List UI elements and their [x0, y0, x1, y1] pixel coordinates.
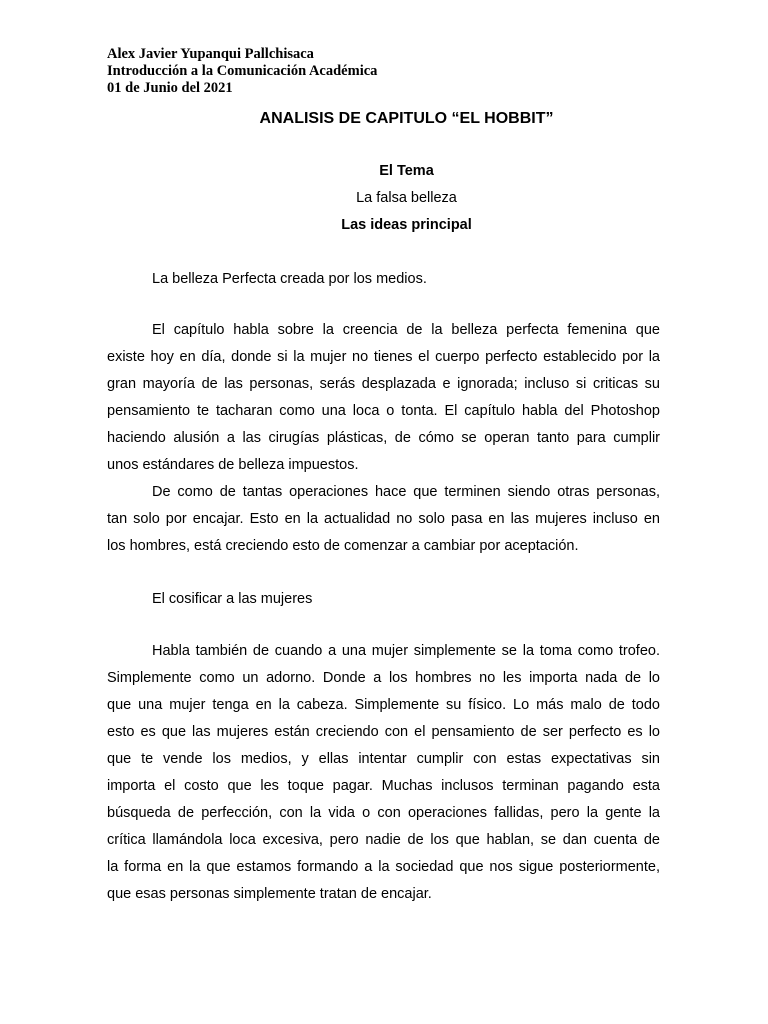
- paragraph-line: haciendo alusión a las cirugías plásticas, de cómo se operan tanto para cumplir: [107, 430, 660, 446]
- paragraph-line: crítica llamándola loca excesiva, pero nadie de los que hablan, se dan cuenta de: [107, 832, 660, 848]
- paragraph-line: De como de tantas operaciones hace que terminen siendo otras personas,: [152, 484, 660, 500]
- paragraph-line: que te vende los medios, y ellas intentar cumplir con estas expectativas sin: [107, 751, 660, 767]
- paragraph-line: esto es que las mujeres están creciendo con el pensamiento de ser perfecto es lo: [107, 724, 660, 740]
- theme-text: La falsa belleza: [356, 190, 457, 206]
- paragraph-line: Simplemente como un adorno. Donde a los hombres no les importa nada de lo: [107, 670, 660, 686]
- paragraph-line: unos estándares de belleza impuestos.: [107, 457, 359, 473]
- paragraph-line: tan solo por encajar. Esto en la actualidad no solo pasa en las mujeres incluso en: [107, 511, 660, 527]
- paragraph-line: los hombres, está creciendo esto de comenzar a cambiar por aceptación.: [107, 538, 579, 554]
- section2-paragraph1: [107, 638, 660, 908]
- document-date: 01 de Junio del 2021: [107, 80, 233, 96]
- paragraph-line: importa el costo que les toque pagar. Muchas inclusos terminan pagando esta: [107, 778, 660, 794]
- course-name: Introducción a la Comunicación Académica: [107, 63, 378, 79]
- paragraph-line: Habla también de cuando a una mujer simplemente se la toma como trofeo.: [152, 643, 660, 659]
- theme-heading: El Tema: [379, 163, 434, 179]
- paragraph-line: El capítulo habla sobre la creencia de la belleza perfecta femenina que: [152, 322, 660, 338]
- section1-paragraph1: [107, 317, 660, 479]
- section2-heading: El cosificar a las mujeres: [152, 591, 313, 607]
- document-title: ANALISIS DE CAPITULO “EL HOBBIT”: [259, 110, 554, 127]
- author-name: Alex Javier Yupanqui Pallchisaca: [107, 46, 314, 62]
- paragraph-line: búsqueda de perfección, con la vida o con operaciones fallidas, pero la gente la: [107, 805, 660, 821]
- section1-heading: La belleza Perfecta creada por los medios.: [152, 271, 427, 287]
- paragraph-line: gran mayoría de las personas, serás desplazada e ignorada; incluso si criticas su: [107, 376, 660, 392]
- paragraph-line: pensamiento te tacharan como una loca o tonta. El capítulo habla del Photoshop: [107, 403, 660, 419]
- paragraph-line: que esas personas simplemente tratan de encajar.: [107, 886, 432, 902]
- paragraph-line: que una mujer tenga en la cabeza. Simplemente su físico. Lo más malo de todo: [107, 697, 660, 713]
- paragraph-line: existe hoy en día, donde si la mujer no tienes el cuerpo perfecto establecido por la: [107, 349, 660, 365]
- author-header: [107, 46, 377, 97]
- main-ideas-heading: Las ideas principal: [341, 217, 472, 233]
- paragraph-line: la forma en la que estamos formando a la sociedad que nos sigue posteriormente,: [107, 859, 660, 875]
- section1-paragraph2: [107, 479, 660, 560]
